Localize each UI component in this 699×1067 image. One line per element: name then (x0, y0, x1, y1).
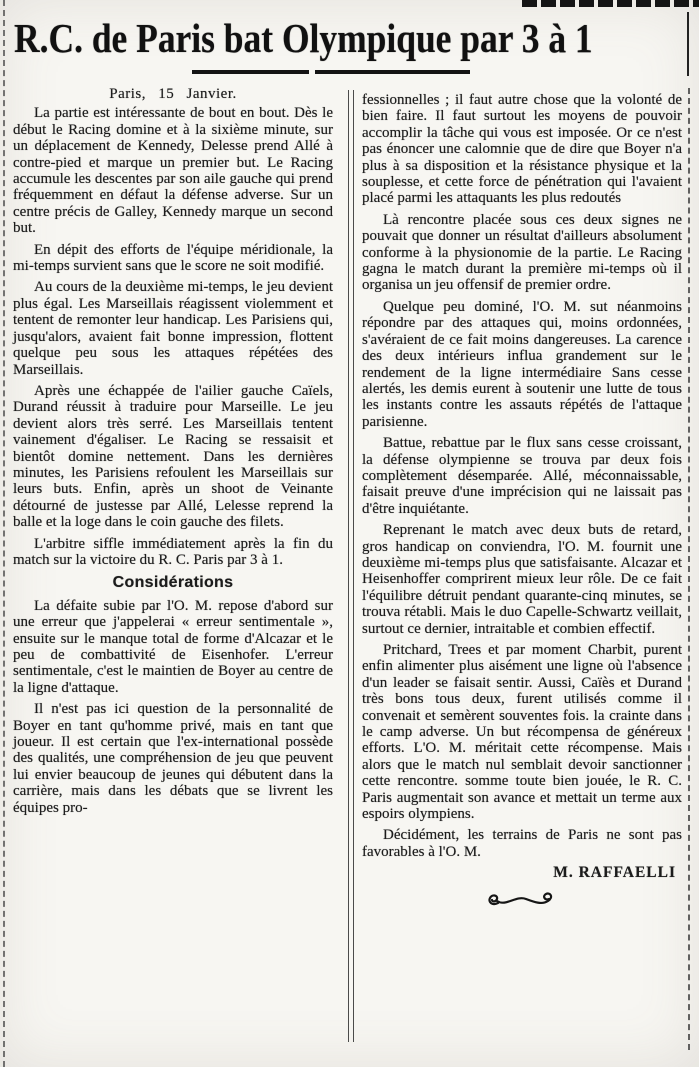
paragraph: Reprenant le match avec deux buts de retard, gros handicap on conviendra, l'O. M. fournit une deuxième mi-temps plus que satisfaisante. Alcazar et Heisenhoffer comprirent mieux leur rôle. De ce fait l'équilibre détruit pendant quarante-cinq minutes, se trouva rétabli. Mais le duo Capelle-Schwartz veillait, surtout ce dernier, intraitable et combien effectif. (362, 522, 682, 637)
headline-underline (192, 70, 470, 74)
paragraph: En dépit des efforts de l'équipe méridionale, la mi-temps survient sans que le score ne soit modifié. (13, 241, 333, 275)
section-heading: Considérations (112, 574, 234, 592)
paragraph: La partie est intéressante de bout en bout. Dès le début le Racing domine et à la sixième minute, sur un déplacement de Kennedy, Delesse prend Allé à contre-pied et marque un premier but. Le Racing accumule les descentes par son aile gauche qui prend fréquemment en défaut la défense adverse. Sur un centre précis de Galley, Kennedy marque un second but. (13, 105, 333, 237)
dateline: Paris, 15 Janvier. (109, 86, 237, 102)
paragraph: Il n'est pas ici question de la personnalité de Boyer en tant qu'homme privé, mais en tant que joueur. Il est certain que l'ex-international possède des qualités, une compréhension de jeu que peuvent lui envier beaucoup de jeunes qui débutent dans la carrière, mais dans les débats que se livrent les équipes pro- (13, 701, 333, 816)
top-rule-fragment (522, 0, 699, 7)
paragraph: fessionnelles ; il faut autre chose que la volonté de bien faire. Il faut surtout les moyens de pouvoir accomplir la tâche qui vous est imposée. Or ce n'est pas énoncer une calomnie que de dire que Boyer n'a plus à sa disposition et la résistance physique et la souplesse, et cette force de pénétration qui l'avaient placé parmi les attaquants les plus redoutés (362, 92, 682, 207)
paragraph: La défaite subie par l'O. M. repose d'abord sur une erreur que j'appelerai « erreur sentimentale », ensuite sur le manque total de forme d'Alcazar et le peu de combattivité de Eisenhofer. L'erreur sentimentale, c'est le maintien de Boyer au centre de la ligne d'attaque. (13, 597, 333, 696)
author-signature: M. RAFFAELLI (553, 864, 676, 882)
paragraph: Là rencontre placée sous ces deux signes ne pouvait que donner un résultat d'ailleurs absolument conforme à la physionomie de la partie. Le Racing gagna le match durant la première mi-temps où il organisa un jeu offensif de premier ordre. (362, 211, 682, 294)
column-divider-rule (348, 90, 354, 1042)
paragraph: Décidément, les terrains de Paris ne sont pas favorables à l'O. M. (362, 827, 682, 860)
paragraph: L'arbitre siffle immédiatement après la fin du match sur la victoire du R. C. Paris par 3 à 1. (13, 535, 333, 568)
right-edge-rule (688, 88, 690, 1050)
paragraph: Pritchard, Trees et par moment Charbit, purent enfin alimenter plus aisément une ligne où l'absence d'un leader se faisait sentir. Aussi, Caïès et Durand très bons tous deux, furent utilisés comme il convenait et semèrent souventes fois. la crainte dans le camp adverse. Un but récompensa de généreux efforts. L'O. M. méritait cette récompense. Mais alors que le match nul semblait devoir sanctionner cette rencontre. somme toute bien jouée, le R. C. Paris augmentait son avance et mettait un terme aux espoirs olympiens. (362, 642, 682, 823)
headline-right-rule (687, 12, 689, 76)
end-flourish-icon (362, 890, 682, 916)
paragraph: Après une échappée de l'ailier gauche Caïels, Durand réussit à traduire pour Marseille. Le jeu devient alors très serré. Les Marseillais tentent vainement d'égaliser. Le Racing se ressaisit et bientôt domine nettement. Dans les dernières minutes, les Parisiens refoulent les Marseillais sur leurs buts. Enfin, après un shoot de Veinante détourné de justesse par Allé, Lelesse reprend la balle et la loge dans le coin gauche des filets. (13, 382, 333, 531)
left-column (13, 86, 333, 946)
paragraph: Au cours de la deuxième mi-temps, le jeu devient plus égal. Les Marseillais réagissent violemment et tentent de remonter leur handicap. Les Parisiens qui, jusqu'alors, avaient fait bonne impression, flottent quelque peu sous les attaques répétées des Marseillais. (13, 279, 333, 378)
left-edge-rule (3, 0, 5, 1067)
right-column (362, 92, 682, 1042)
paragraph: Quelque peu dominé, l'O. M. sut néanmoins répondre par des attaques qui, moins ordonnées, s'avéraient de ce fait moins dangereuses. La carence des deux intérieurs influa grandement sur le rendement de la ligne intermédiaire Sans cesse alertés, les demis eurent à soutenir une lutte de tous les instants contre les assauts répétés de l'attaque parisienne. (362, 298, 682, 430)
paragraph: Battue, rebattue par le flux sans cesse croissant, la défense olympienne se trouva par deux fois complètement désemparée. Allé, méconnaissable, faisait preuve d'une imprécision qui ne laissait pas d'être inquiétante. (362, 435, 682, 517)
headline: R.C. de Paris bat Olympique par 3 à 1 (14, 15, 593, 61)
